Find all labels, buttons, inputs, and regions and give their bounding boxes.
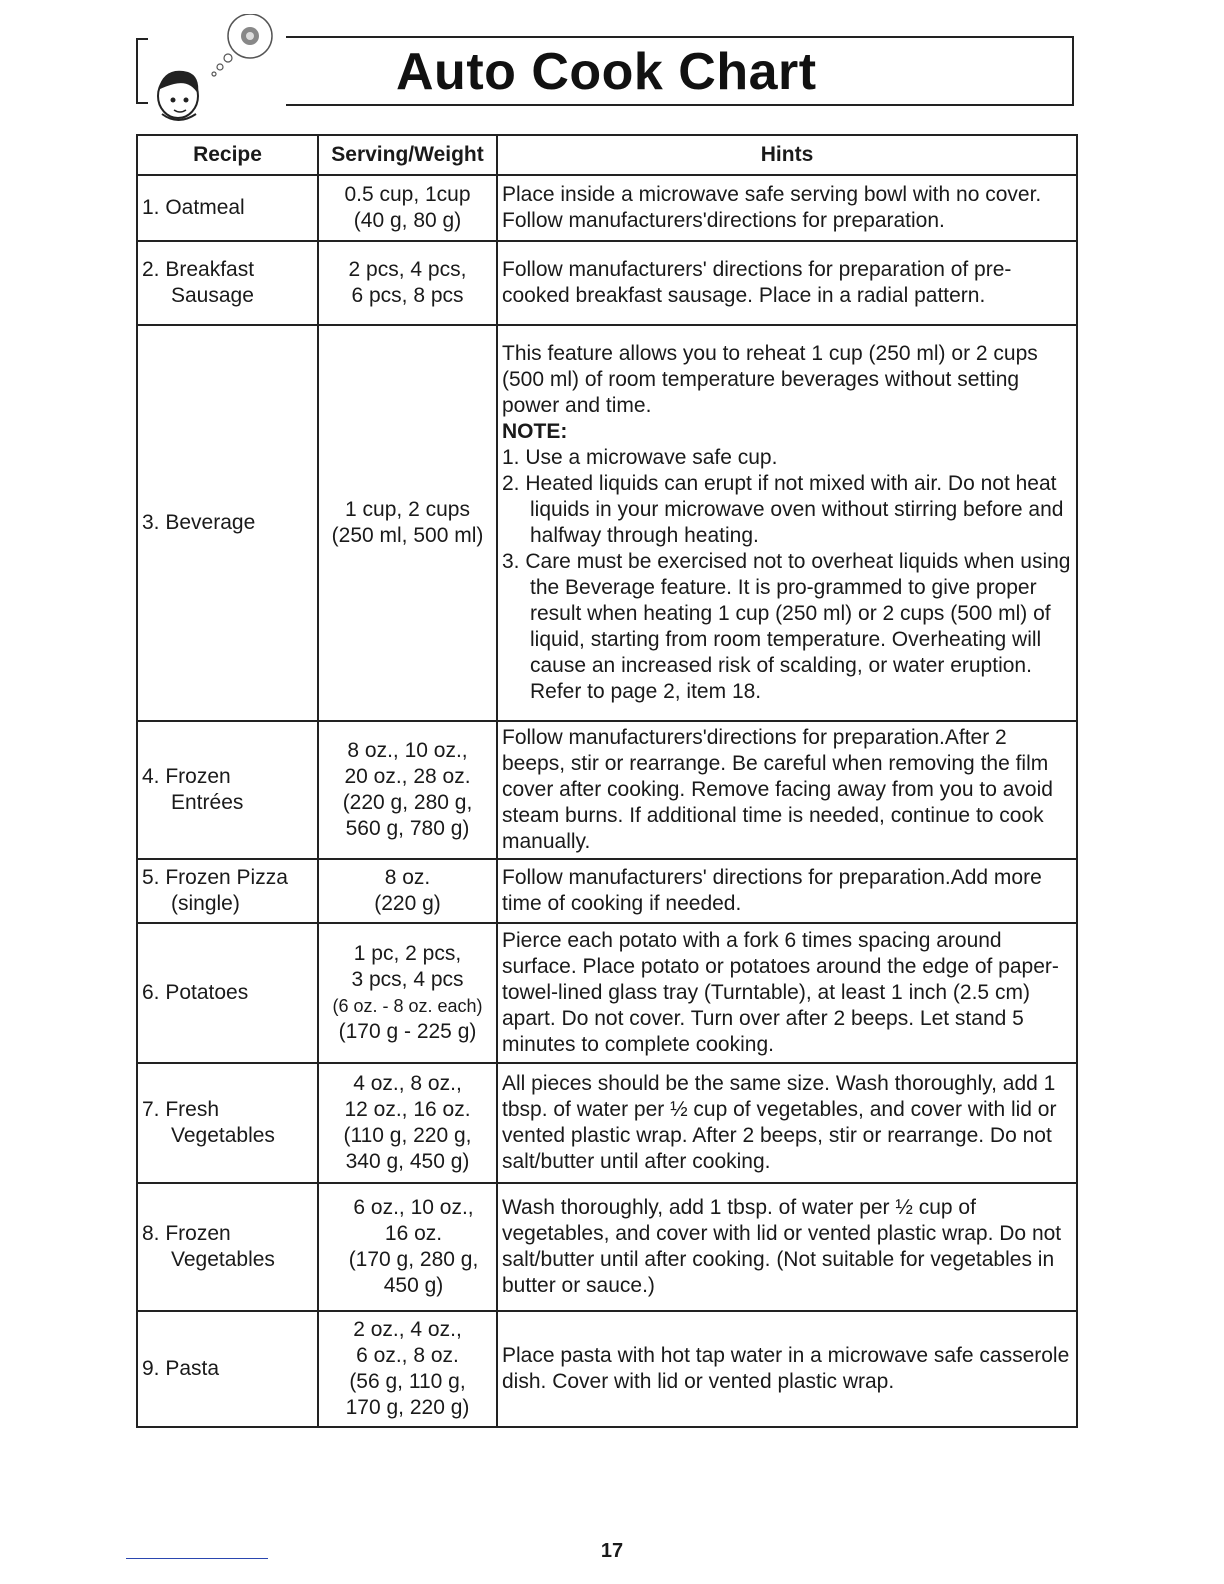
- page-number: 17: [600, 1540, 624, 1562]
- recipe-name-cont: Vegetables: [171, 1124, 275, 1147]
- hints-cell: Pierce each potato with a fork 6 times spacing around surface. Place potato or potatoes around the edge of paper-towel-lined glass tray (Turntable), at least 1 inch (2.5 cm) apart. Do not cover. Turn over after 2 beeps. Let stand 5 minutes to complete cooking.: [497, 923, 1077, 1063]
- serving-line: 170 g, 220 g): [345, 1396, 470, 1419]
- hints-intro: This feature allows you to reheat 1 cup (250 ml) or 2 cups (500 ml) of room temperature beverages without setting power and time.: [502, 342, 1038, 417]
- serving-line: (40 g, 80 g): [353, 209, 462, 232]
- recipe-cell: [137, 1063, 318, 1183]
- table-row: [137, 175, 1077, 241]
- recipe-cell: [137, 1183, 318, 1311]
- table-row: [137, 721, 1077, 859]
- serving-cell: [318, 923, 497, 1063]
- table-row: [137, 1183, 1077, 1311]
- serving-line: (250 ml, 500 ml): [331, 524, 484, 547]
- recipe-name-cont: Sausage: [171, 284, 254, 307]
- serving-line: 2 pcs, 4 pcs,: [348, 258, 467, 281]
- serving-line: 6 oz., 10 oz.,: [353, 1196, 474, 1219]
- recipe-name-cont: (single): [171, 892, 240, 915]
- serving-cell: [318, 1183, 497, 1311]
- serving-line: 340 g, 450 g): [345, 1150, 470, 1173]
- serving-cell: [318, 241, 497, 325]
- chef-mascot-icon: [144, 14, 294, 124]
- serving-line: 2 oz., 4 oz.,: [353, 1318, 462, 1341]
- recipe-name: 3. Beverage: [142, 511, 256, 534]
- note-item: 1. Use a microwave safe cup.: [502, 446, 778, 469]
- serving-cell: [318, 325, 497, 721]
- recipe-name: 1. Oatmeal: [142, 196, 245, 219]
- serving-line: 0.5 cup, 1cup: [344, 183, 471, 206]
- serving-line: 20 oz., 28 oz.: [344, 765, 471, 788]
- serving-line: 6 oz., 8 oz.: [356, 1344, 459, 1367]
- recipe-name-cont: Vegetables: [171, 1248, 275, 1271]
- table-row: [137, 1063, 1077, 1183]
- table-row: [137, 325, 1077, 721]
- serving-line: 8 oz., 10 oz.,: [347, 739, 468, 762]
- auto-cook-table: [136, 134, 1078, 1428]
- chart-header: [136, 36, 1076, 108]
- serving-line: (170 g - 225 g): [338, 1020, 477, 1043]
- recipe-cell: [137, 175, 318, 241]
- recipe-cell: [137, 721, 318, 859]
- notes-list: [502, 445, 1072, 705]
- serving-line: (170 g, 280 g,: [348, 1248, 479, 1271]
- serving-line: (220 g, 280 g,: [342, 791, 473, 814]
- page-title: Auto Cook Chart: [396, 43, 817, 101]
- recipe-name: 7. Fresh: [142, 1098, 220, 1121]
- hints-cell: Follow manufacturers' directions for preparation of pre-cooked breakfast sausage. Place in a radial pattern.: [497, 241, 1077, 325]
- serving-line: 16 oz.: [384, 1222, 443, 1245]
- recipe-cell: [137, 859, 318, 923]
- serving-line: (110 g, 220 g,: [343, 1124, 472, 1147]
- note-item: 3. Care must be exercised not to overheat liquids when using the Beverage feature. It is pro-grammed to give proper result when heating 1 cup (250 ml) or 2 cups (500 ml) of liquid, starting from room temperature. Overheating will cause an increased risk of scalding, or water eruption. Refer to page 2, item 18.: [502, 550, 1071, 703]
- hints-cell: All pieces should be the same size. Wash thoroughly, add 1 tbsp. of water per ½ cup of vegetables, and cover with lid or vented plastic wrap. After 2 beeps, stir or rearrange. Do not salt/butter until after cooking.: [497, 1063, 1077, 1183]
- serving-cell: [318, 721, 497, 859]
- footer-rule: [126, 1558, 268, 1559]
- recipe-cell: [137, 325, 318, 721]
- serving-line: 12 oz., 16 oz.: [344, 1098, 471, 1121]
- recipe-name-cont: Entrées: [171, 791, 244, 814]
- hints-cell: Follow manufacturers' directions for preparation.Add more time of cooking if needed.: [497, 859, 1077, 923]
- recipe-cell: [137, 923, 318, 1063]
- note-label: NOTE:: [502, 420, 568, 443]
- serving-line: 450 g): [383, 1274, 444, 1297]
- column-header-hints: Hints: [497, 135, 1077, 175]
- hints-cell: [497, 325, 1077, 721]
- serving-line: (56 g, 110 g,: [349, 1370, 466, 1393]
- recipe-cell: [137, 241, 318, 325]
- serving-cell: [318, 1311, 497, 1427]
- serving-line: 1 cup, 2 cups: [345, 498, 470, 521]
- note-item: 2. Heated liquids can erupt if not mixed with air. Do not heat liquids in your microwave oven without stirring before and halfway through heating.: [502, 472, 1064, 547]
- hints-cell: Place pasta with hot tap water in a microwave safe casserole dish. Cover with lid or vented plastic wrap.: [497, 1311, 1077, 1427]
- hints-cell: Follow manufacturers'directions for preparation.After 2 beeps, stir or rearrange. Be careful when removing the film cover after cooking. Remove facing away from you to avoid steam burns. If additional time is needed, continue to cook manually.: [497, 721, 1077, 859]
- serving-cell: [318, 859, 497, 923]
- column-header-serving: Serving/Weight: [318, 135, 497, 175]
- column-header-recipe: Recipe: [137, 135, 318, 175]
- serving-line: 8 oz.: [384, 866, 431, 889]
- serving-cell: [318, 175, 497, 241]
- recipe-name: 4. Frozen: [142, 765, 231, 788]
- recipe-name: 8. Frozen: [142, 1222, 231, 1245]
- serving-line: 6 pcs, 8 pcs: [351, 284, 464, 307]
- serving-line: 1 pc, 2 pcs,: [353, 942, 462, 965]
- recipe-name: 9. Pasta: [142, 1357, 220, 1380]
- table-row: [137, 859, 1077, 923]
- recipe-cell: [137, 1311, 318, 1427]
- serving-line: 3 pcs, 4 pcs: [351, 968, 464, 991]
- serving-cell: [318, 1063, 497, 1183]
- table-header-row: [137, 135, 1077, 175]
- hints-cell: Wash thoroughly, add 1 tbsp. of water per ½ cup of vegetables, and cover with lid or vented plastic wrap. Do not salt/butter until after cooking. (Not suitable for vegetables in butter or sauce.): [497, 1183, 1077, 1311]
- table-row: [137, 923, 1077, 1063]
- serving-line: 560 g, 780 g): [345, 817, 470, 840]
- serving-line: (220 g): [374, 892, 441, 915]
- recipe-name: 6. Potatoes: [142, 981, 249, 1004]
- serving-line: 4 oz., 8 oz.,: [353, 1072, 462, 1095]
- serving-line: (6 oz. - 8 oz. each): [332, 996, 483, 1016]
- recipe-name: 2. Breakfast: [142, 258, 255, 281]
- hints-cell: Place inside a microwave safe serving bowl with no cover. Follow manufacturers'directions for preparation.: [497, 175, 1077, 241]
- recipe-name: 5. Frozen Pizza: [142, 866, 288, 889]
- table-row: [137, 241, 1077, 325]
- table-row: [137, 1311, 1077, 1427]
